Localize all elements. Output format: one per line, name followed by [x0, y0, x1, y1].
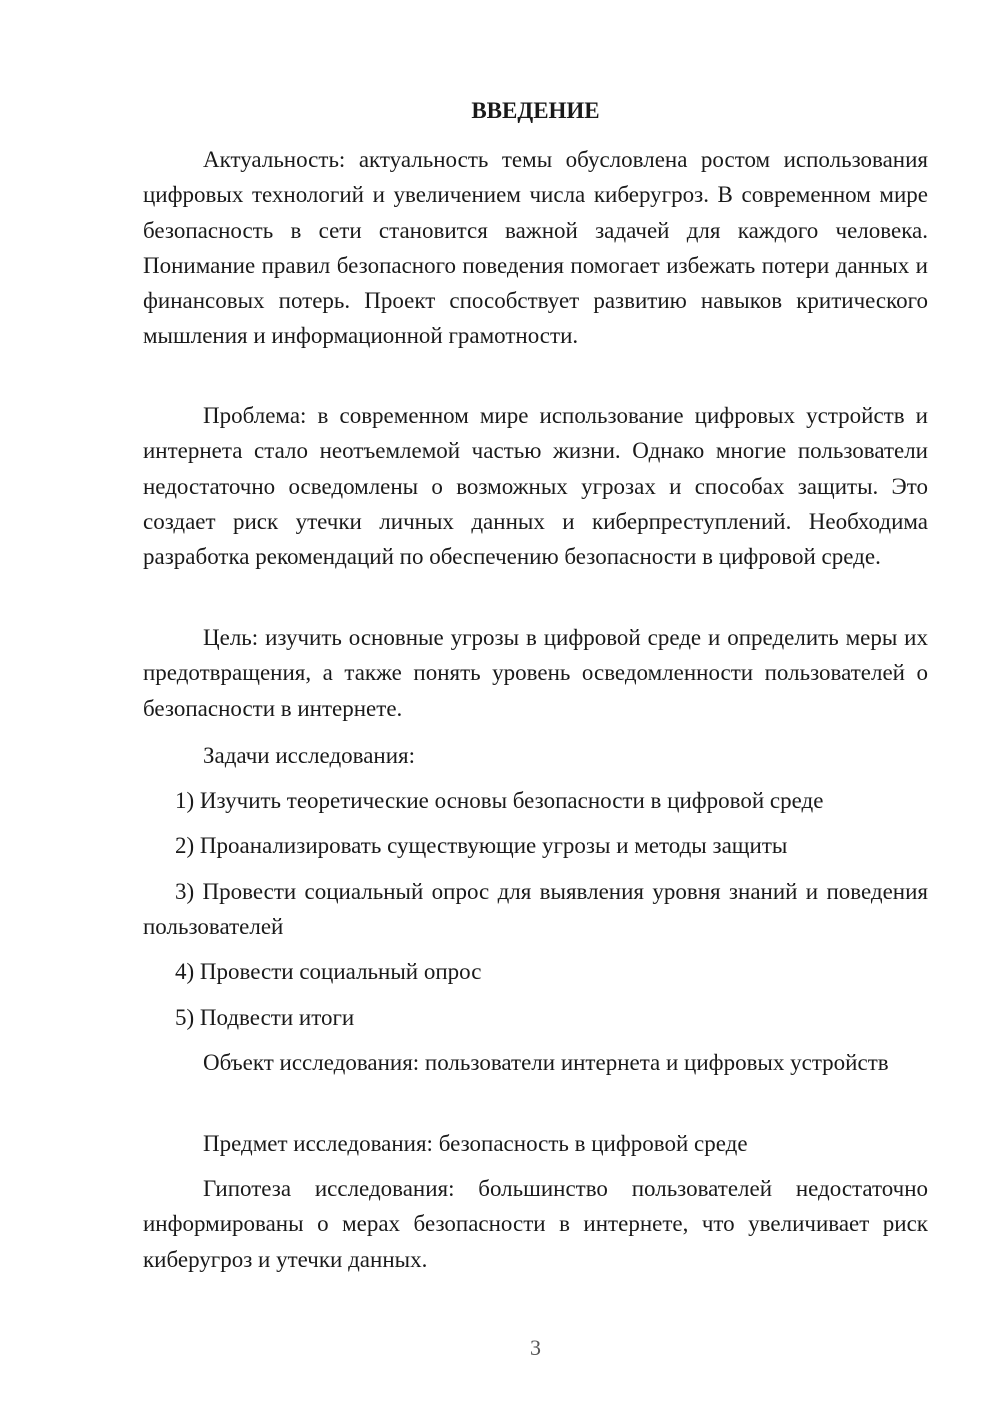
task-item-1: 1) Изучить теоретические основы безопасности в цифровой среде — [175, 788, 824, 813]
tasks-heading: Задачи исследования: — [203, 743, 416, 768]
task-item-3: 3) Провести социальный опрос для выявления уровня знаний и поведения пользователей — [143, 879, 928, 940]
hypothesis-paragraph: Гипотеза исследования: большинство пользователей недостаточно информированы о мерах безопасности в интернете, что увеличивает риск киберугроз и утечки данных. — [143, 1176, 928, 1272]
page-number: 3 — [530, 1335, 541, 1360]
task-item-4: 4) Провести социальный опрос — [175, 959, 482, 984]
task-item-2: 2) Проанализировать существующие угрозы и методы защиты — [175, 833, 788, 858]
problem-paragraph: Проблема: в современном мире использование цифровых устройств и интернета стало неотъемлемой частью жизни. Однако многие пользователи недостаточно осведомлены о возможных угрозах и способах защиты. Это создает риск утечки личных данных и киберпреступлений. Необходима разработка рекомендаций по обеспечению безопасности в цифровой среде. — [143, 403, 928, 570]
subject-paragraph: Предмет исследования: безопасность в цифровой среде — [203, 1131, 748, 1156]
task-item-5: 5) Подвести итоги — [175, 1005, 355, 1030]
section-title: ВВЕДЕНИЕ — [471, 98, 600, 123]
object-paragraph: Объект исследования: пользователи интернета и цифровых устройств — [203, 1050, 889, 1075]
relevance-paragraph: Актуальность: актуальность темы обусловлена ростом использования цифровых технологий и увеличением числа киберугроз. В современном мире безопасность в сети становится важной задачей для каждого человека. Понимание правил безопасного поведения помогает избежать потери данных и финансовых потерь. Проект способствует развитию навыков критического мышления и информационной грамотности. — [143, 147, 928, 349]
goal-paragraph: Цель: изучить основные угрозы в цифровой среде и определить меры их предотвращения, а также понять уровень осведомленности пользователей о безопасности в интернете. — [143, 625, 928, 721]
